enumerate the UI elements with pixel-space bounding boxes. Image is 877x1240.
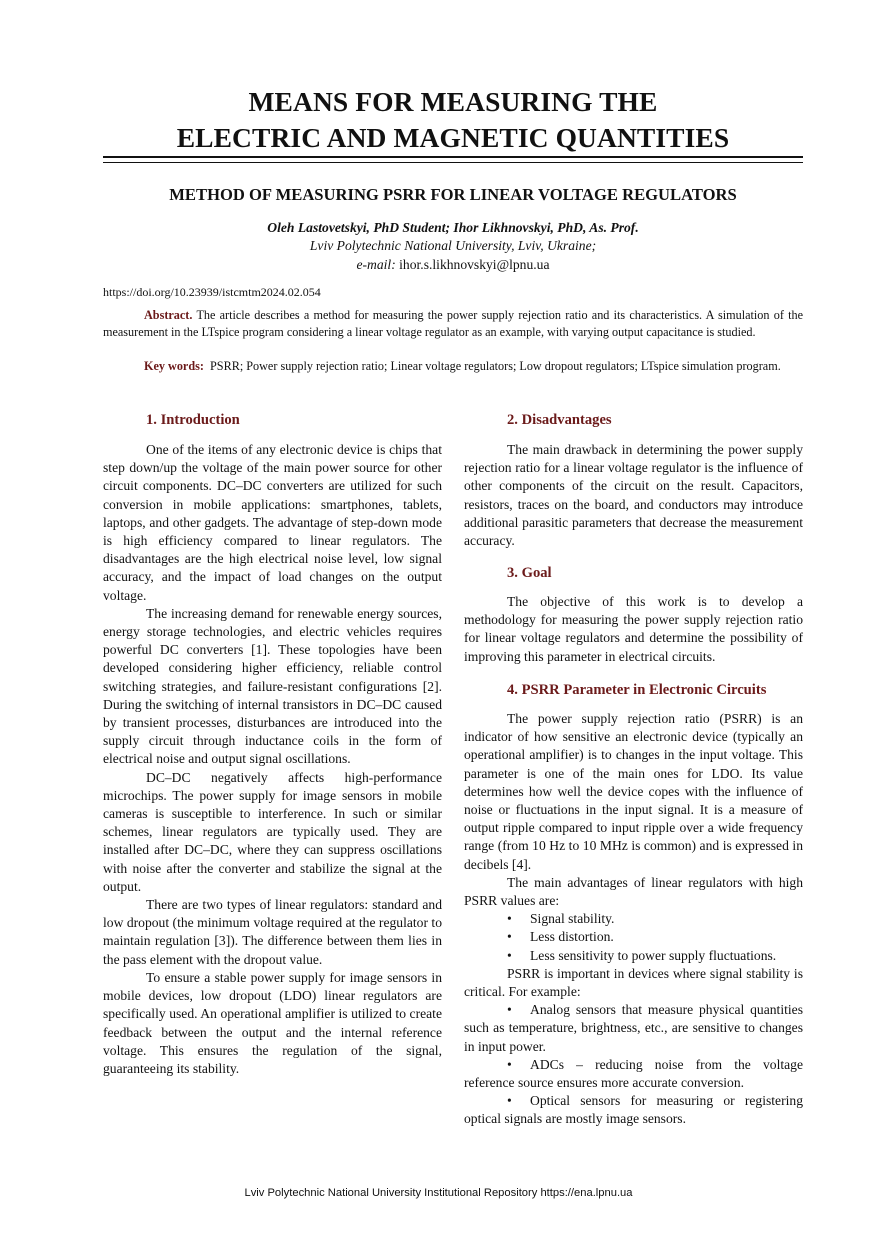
psrr-paragraph-3: PSRR is important in devices where signal stability is critical. For example: bbox=[464, 965, 803, 1000]
journal-section-title bbox=[103, 84, 803, 156]
paper-email-line bbox=[103, 256, 803, 274]
psrr-paragraph-1: The power supply rejection ratio (PSRR) is an indicator of how sensitive an electronic device (typically an operational amplifier) is to changes in the input voltage. This parameter is one of the main ones for LDO. Its value determines how well the device copes with the influence of noise or fluctuations in the input signal. It is a measure of output ripple compared to input ripple over a wide frequency range (from 10 Hz to 10 MHz is common) and is expressed in decibels [4]. bbox=[464, 711, 803, 872]
paper-title: METHOD OF MEASURING PSRR FOR LINEAR VOLTAGE REGULATORS bbox=[169, 185, 737, 204]
example-text: Optical sensors for measuring or registering optical signals are mostly image sensors. bbox=[464, 1093, 803, 1127]
intro-paragraph-4: There are two types of linear regulators: standard and low dropout (the minimum voltage required at the regulator to maintain regulation [3]). The difference between them lies in the pass element with the dropout value. bbox=[103, 897, 442, 967]
advantage-item: • Signal stability. bbox=[464, 910, 803, 928]
section-heading-psrr: 4. PSRR Parameter in Electronic Circuits bbox=[507, 682, 767, 698]
intro-paragraph-1: One of the items of any electronic device is chips that step down/up the voltage of the main power source for other circuit components. DC–DC converters are utilized for such conversion in mobile applications: smartphones, tablets, laptops, and other gadgets. The advantage of step-down mode is high efficiency compared to linear regulators. The disadvantages are the high electrical noise level, low signal accuracy, and the impact of load changes on the output voltage. bbox=[103, 442, 442, 603]
keywords-label: Key words: bbox=[144, 359, 204, 373]
example-item bbox=[464, 1092, 803, 1128]
bullet-icon: • bbox=[507, 1056, 512, 1072]
example-text: Analog sensors that measure physical quantities such as temperature, brightness, etc., are sensitive to changes in input power. bbox=[464, 1002, 803, 1054]
psrr-body bbox=[464, 710, 803, 1129]
keywords-text: PSRR; Power supply rejection ratio; Linear voltage regulators; Low dropout regulators; LTspice simulation program. bbox=[210, 359, 781, 373]
bullet-icon: • bbox=[507, 1093, 512, 1109]
goal-paragraph-1: The objective of this work is to develop a methodology for measuring the power supply rejection ratio for linear voltage regulators and determine the possibility of improving this parameter in electrical circuits. bbox=[464, 594, 803, 664]
section-heading-goal: 3. Goal bbox=[507, 565, 552, 581]
journal-title-line-1: MEANS FOR MEASURING THE bbox=[248, 86, 658, 117]
section-heading-disadvantages: 2. Disadvantages bbox=[507, 412, 612, 428]
title-rule-thin bbox=[103, 162, 803, 163]
intro-paragraph-5: To ensure a stable power supply for image sensors in mobile devices, low dropout (LDO) linear regulators are specifically used. An operational amplifier is utilized to create feedback between the output and the internal reference voltage. This ensures the regulation of the signal, guaranteeing its stability. bbox=[103, 969, 442, 1076]
psrr-paragraph-2: The main advantages of linear regulators with high PSRR values are: bbox=[464, 874, 803, 909]
advantages-list bbox=[464, 910, 803, 965]
goal-body bbox=[464, 593, 803, 666]
intro-paragraph-3: DC–DC negatively affects high-performance microchips. The power supply for image sensors in mobile cameras is susceptible to interference. In such or similar schemes, linear regulators are typically used. They are installed after DC–DC, where they can suppress oscillations with noise after the converter and stabilize the signal at the output. bbox=[103, 769, 442, 894]
example-item bbox=[464, 1056, 803, 1092]
abstract-text: The article describes a method for measuring the power supply rejection ratio and its characteristics. A simulation of the measurement in the LTspice program considering a linear voltage regulator as an example, with varying output capacitance is studied. bbox=[103, 308, 804, 340]
advantage-item: • Less distortion. bbox=[464, 928, 803, 946]
section-heading-introduction: 1. Introduction bbox=[146, 412, 240, 428]
paper-authors: Oleh Lastovetskyi, PhD Student; Ihor Likhnovskyi, PhD, As. Prof. bbox=[267, 220, 639, 235]
abstract-label: Abstract. bbox=[144, 308, 193, 322]
disadvantages-body bbox=[464, 441, 803, 550]
bullet-icon: • bbox=[507, 1002, 512, 1018]
advantage-item: • Less sensitivity to power supply fluctuations. bbox=[464, 947, 803, 965]
abstract bbox=[103, 307, 803, 341]
journal-title-line-2: ELECTRIC AND MAGNETIC QUANTITIES bbox=[176, 122, 730, 153]
email-address[interactable]: ihor.s.likhnovskyi@lpnu.ua bbox=[399, 257, 550, 272]
repository-footer: Lviv Polytechnic National University Institutional Repository https://ena.lpnu.ua bbox=[244, 1187, 633, 1199]
email-label: e-mail: bbox=[356, 257, 396, 272]
intro-paragraph-2: The increasing demand for renewable energy sources, energy storage technologies, and electric vehicles requires powerful DC converters [1]. These topologies have been developed considering higher efficiency, reliable control switching strategies, and failure-resistant configurations [2]. During the switching of internal transistors in DC–DC caused by transient processes, disturbances are introduced into the supply circuit through inductance coils in the form of electrical noise and output signal oscillations. bbox=[103, 605, 442, 767]
disadvantages-paragraph-1: The main drawback in determining the power supply rejection ratio for a linear voltage regulator is the influence of other components of the circuit on the result. Capacitors, resistors, traces on the board, and conductors may introduce additional parasitic parameters that decrease the measurement accuracy. bbox=[464, 442, 803, 549]
title-rule-thick bbox=[103, 156, 803, 158]
keywords bbox=[103, 358, 803, 375]
example-text: ADCs – reducing noise from the voltage reference source ensures more accurate conversion. bbox=[464, 1056, 803, 1091]
example-item bbox=[464, 1001, 803, 1056]
paper-affiliation: Lviv Polytechnic National University, Lviv, Ukraine; bbox=[309, 238, 597, 253]
introduction-body bbox=[103, 441, 442, 1078]
doi-link[interactable]: https://doi.org/10.23939/istcmtm2024.02.054 bbox=[103, 285, 321, 299]
